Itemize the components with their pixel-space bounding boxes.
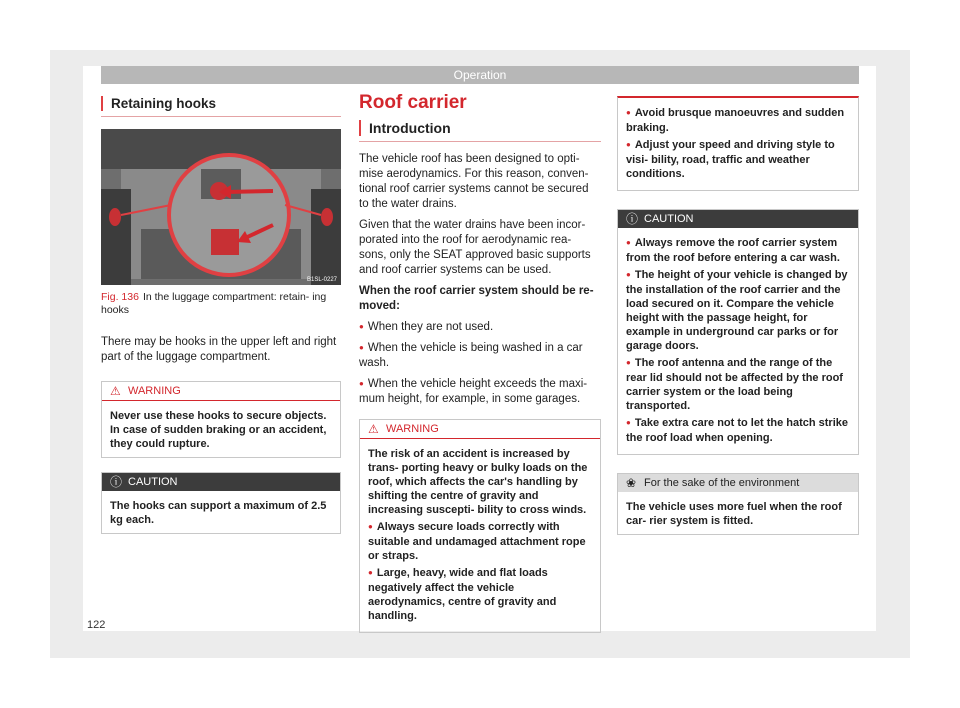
warning-text: Never use these hooks to secure objects. In case of sudden braking or an accident, they could rupture. xyxy=(110,410,327,450)
list-item: ● When the vehicle is being washed in a car wash. xyxy=(359,341,601,371)
warning-text: The risk of an accident is increased by trans- porting heavy or bulky loads on the roof, which affects the car's handling by shifting the centre of gravity and increasing suscepti- bility to cross winds. xyxy=(368,448,588,516)
paragraph: Given that the water drains have been incor- porated into the roof for aerodynamic rea- sons, only the SEAT approved basic supports and roof carrier systems can be used. xyxy=(359,219,591,276)
caution-text: The hooks can support a maximum of 2.5 kg each. xyxy=(110,500,327,526)
column-left xyxy=(101,96,341,534)
warning-header: ⚠ WARNING xyxy=(360,420,600,439)
warning-header: ⚠ WARNING xyxy=(102,382,340,401)
environment-header: ❀ For the sake of the environment xyxy=(618,474,858,492)
leaf-icon: ❀ xyxy=(626,476,637,490)
caution-header: ⓘ CAUTION xyxy=(102,473,340,491)
warning-triangle-icon: ⚠ xyxy=(110,384,121,398)
list-item: ● Always secure loads correctly with suitable and undamaged attachment rope or straps. xyxy=(368,520,592,563)
page-title: Roof carrier xyxy=(359,92,467,113)
caution-box xyxy=(101,472,341,534)
warning-triangle-icon: ⚠ xyxy=(368,422,379,436)
caution-circle-icon: ⓘ xyxy=(110,475,123,489)
list-item: ● When they are not used. xyxy=(359,320,601,335)
list-item: ● Adjust your speed and driving style to visi- bility, road, traffic and weather conditions. xyxy=(626,138,850,181)
caution-circle-icon: ⓘ xyxy=(626,212,639,226)
list-item: ● Take extra care not to let the hatch strike the roof load when opening. xyxy=(626,416,850,445)
warning-box xyxy=(101,381,341,458)
page-number: 122 xyxy=(87,619,106,631)
warning-box xyxy=(359,419,601,633)
environment-box xyxy=(617,473,859,535)
list-item: ● When the vehicle height exceeds the maxi- mum height, for example, in some garages. xyxy=(359,377,601,407)
paragraph: The vehicle roof has been designed to opti- mise aerodynamics. For this reason, conven- tional roof carrier systems cannot be secured to the water drains. xyxy=(359,153,589,210)
column-middle xyxy=(359,92,601,633)
paragraph-bold: When the roof carrier system should be re- moved: xyxy=(359,285,594,312)
list-item: ● Always remove the roof carrier system from the roof before entering a car wash. xyxy=(626,236,850,265)
list-item: ● The roof antenna and the range of the rear lid should not be affected by the roof carrier system or the load being transported. xyxy=(626,356,850,413)
heading-retaining-hooks: Retaining hooks xyxy=(101,96,341,117)
column-right xyxy=(617,96,859,535)
caution-header: ⓘ CAUTION xyxy=(618,210,858,228)
subheading-introduction: Introduction xyxy=(359,120,601,142)
list-item: ● The height of your vehicle is changed by the installation of the roof carrier and the load secured on it. Compare the vehicle height with the passage height, for example in underground car parks or for garage doors. xyxy=(626,268,850,353)
environment-text: The vehicle uses more fuel when the roof car- rier system is fitted. xyxy=(626,501,842,527)
section-header: Operation xyxy=(101,66,859,84)
luggage-compartment-figure xyxy=(101,129,341,285)
figure-code: B1SL-0227 xyxy=(307,277,338,283)
list-item: ● Large, heavy, wide and flat loads negatively affect the vehicle aerodynamics, centre of gravity and handling. xyxy=(368,566,592,623)
figure-caption: Fig. 136 In the luggage compartment: retain- ing hooks xyxy=(101,291,327,316)
list-item: ● Avoid brusque manoeuvres and sudden braking. xyxy=(626,106,850,135)
caution-box xyxy=(617,209,859,455)
warning-continued-box xyxy=(617,96,859,191)
luggage-hooks-illustration xyxy=(101,129,341,285)
body-text: There may be hooks in the upper left and right part of the luggage compartment. xyxy=(101,336,337,363)
